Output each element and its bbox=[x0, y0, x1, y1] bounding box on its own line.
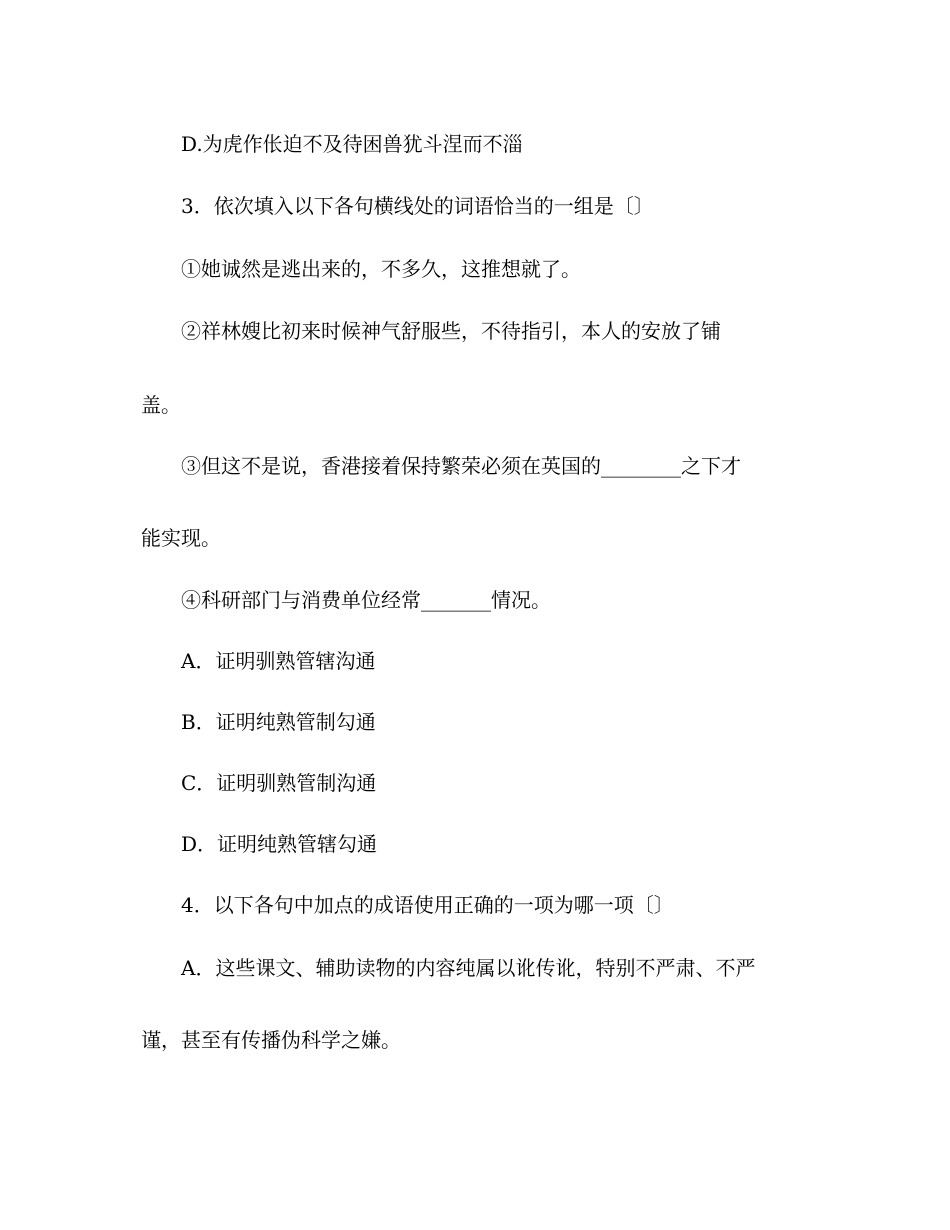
question-3-stem: 3．依次填入以下各句横线处的词语恰当的一组是〔〕 bbox=[181, 194, 654, 218]
q3-option-c: C．证明驯熟管制沟通 bbox=[181, 771, 377, 795]
q3-sentence-2: ②祥林嫂比初来时候神气舒服些，不待指引，本人的安放了铺 bbox=[181, 319, 721, 343]
q3-sentence-3: ③但这不是说，香港接着保持繁荣必须在英国的________之下才 bbox=[181, 454, 741, 478]
q3-option-a: A．证明驯熟管辖沟通 bbox=[181, 649, 376, 673]
q4-option-a: A．这些课文、辅助读物的内容纯属以讹传讹，特别不严肃、不严 bbox=[181, 956, 756, 980]
q3-sentence-4: ④科研部门与消费单位经常_______情况。 bbox=[181, 588, 551, 612]
q4-option-a-continued: 谨，甚至有传播伪科学之嫌。 bbox=[141, 1028, 401, 1052]
q3-sentence-1: ①她诚然是逃出来的，不多久，这推想就了。 bbox=[181, 257, 581, 281]
q3-option-d: D．证明纯熟管辖勾通 bbox=[181, 832, 378, 856]
option-d-q2: D.为虎作伥迫不及待困兽犹斗涅而不淄 bbox=[181, 132, 523, 156]
q3-sentence-3-continued: 能实现。 bbox=[141, 526, 221, 550]
q3-option-b: B．证明纯熟管制勾通 bbox=[181, 710, 376, 734]
question-4-stem: 4．以下各句中加点的成语使用正确的一项为哪一项〔〕 bbox=[181, 893, 674, 917]
q3-sentence-2-continued: 盖。 bbox=[141, 393, 181, 417]
